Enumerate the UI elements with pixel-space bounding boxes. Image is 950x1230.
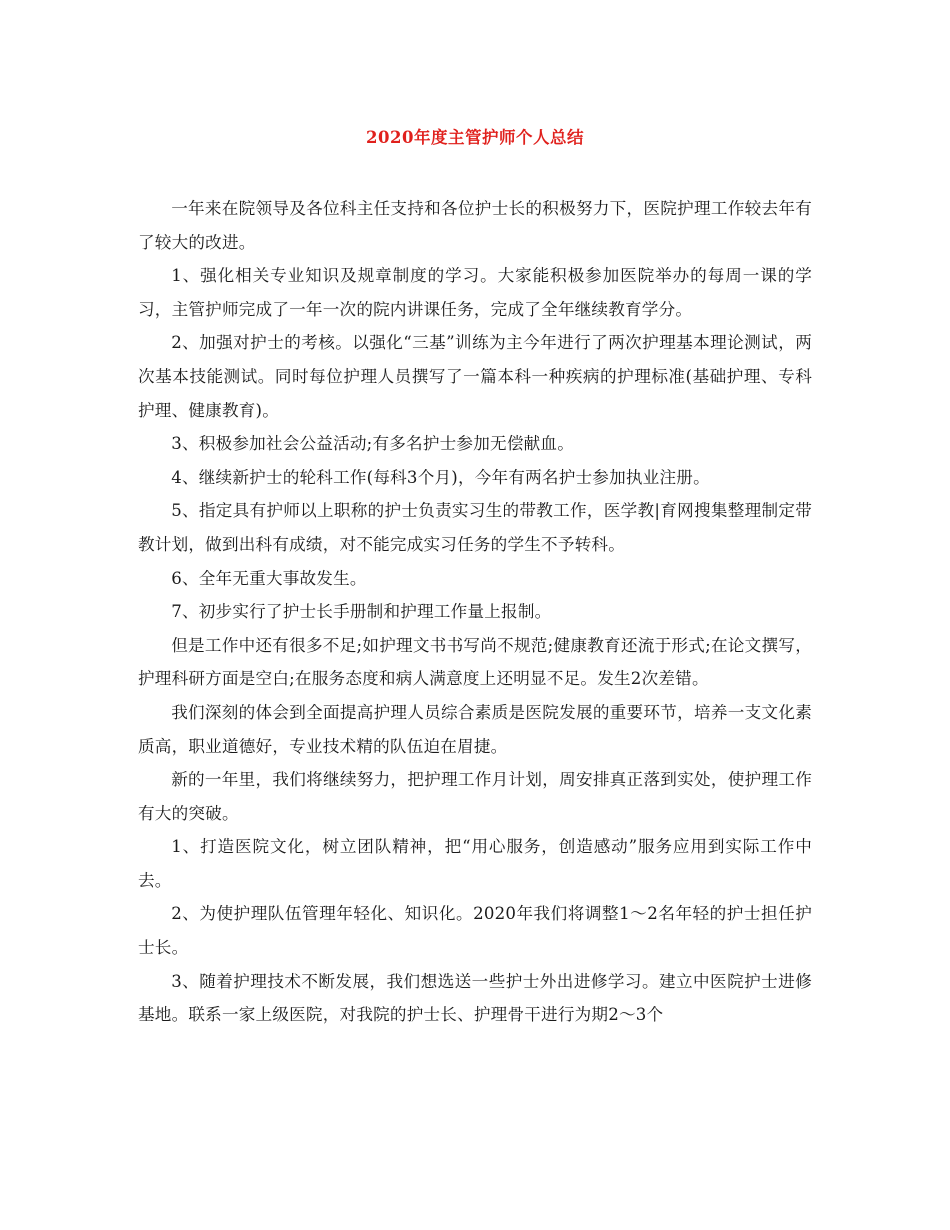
paragraph: 3、随着护理技术不断发展，我们想选送一些护士外出进修学习。建立中医院护士进修基地。联系一家上级医院，对我院的护士长、护理骨干进行为期2～3个 (138, 971, 812, 1025)
document-body (138, 192, 812, 1032)
paragraph: 1、强化相关专业知识及规章制度的学习。大家能积极参加医院举办的每周一课的学习，主管护师完成了一年一次的院内讲课任务，完成了全年继续教育学分。 (138, 266, 812, 319)
paragraph: 6、全年无重大事故发生。 (171, 568, 367, 588)
paragraph: 一年来在院领导及各位科主任支持和各位护士长的积极努力下，医院护理工作较去年有了较大的改进。 (138, 199, 812, 252)
paragraph: 1、打造医院文化，树立团队精神，把“用心服务，创造感动”服务应用到实际工作中去。 (138, 837, 812, 890)
paragraph: 2、加强对护士的考核。以强化“三基”训练为主今年进行了两次护理基本理论测试，两次基本技能测试。同时每位护理人员撰写了一篇本科一种疾病的护理标准(基础护理、专科护理、健康教育)。 (138, 333, 812, 420)
paragraph: 新的一年里，我们将继续努力，把护理工作月计划，周安排真正落到实处，使护理工作有大的突破。 (138, 770, 812, 823)
paragraph: 5、指定具有护师以上职称的护士负责实习生的带教工作，医学教|育网搜集整理制定带教计划，做到出科有成绩，对不能完成实习任务的学生不予转科。 (138, 501, 812, 554)
paragraph: 4、继续新护士的轮科工作(每科3个月)，今年有两名护士参加执业注册。 (171, 467, 710, 487)
paragraph: 7、初步实行了护士长手册制和护理工作量上报制。 (171, 602, 552, 622)
document-title: 2020年度主管护师个人总结 (366, 128, 584, 147)
paragraph: 2、为使护理队伍管理年轻化、知识化。2020年我们将调整1～2名年轻的护士担任护士长。 (138, 904, 812, 958)
paragraph: 但是工作中还有很多不足;如护理文书书写尚不规范;健康教育还流于形式;在论文撰写，护理科研方面是空白;在服务态度和病人满意度上还明显不足。发生2次差错。 (138, 635, 812, 689)
paragraph: 我们深刻的体会到全面提高护理人员综合素质是医院发展的重要环节，培养一支文化素质高，职业道德好，专业技术精的队伍迫在眉捷。 (138, 702, 812, 756)
paragraph: 3、积极参加社会公益活动;有多名护士参加无偿献血。 (171, 434, 574, 454)
